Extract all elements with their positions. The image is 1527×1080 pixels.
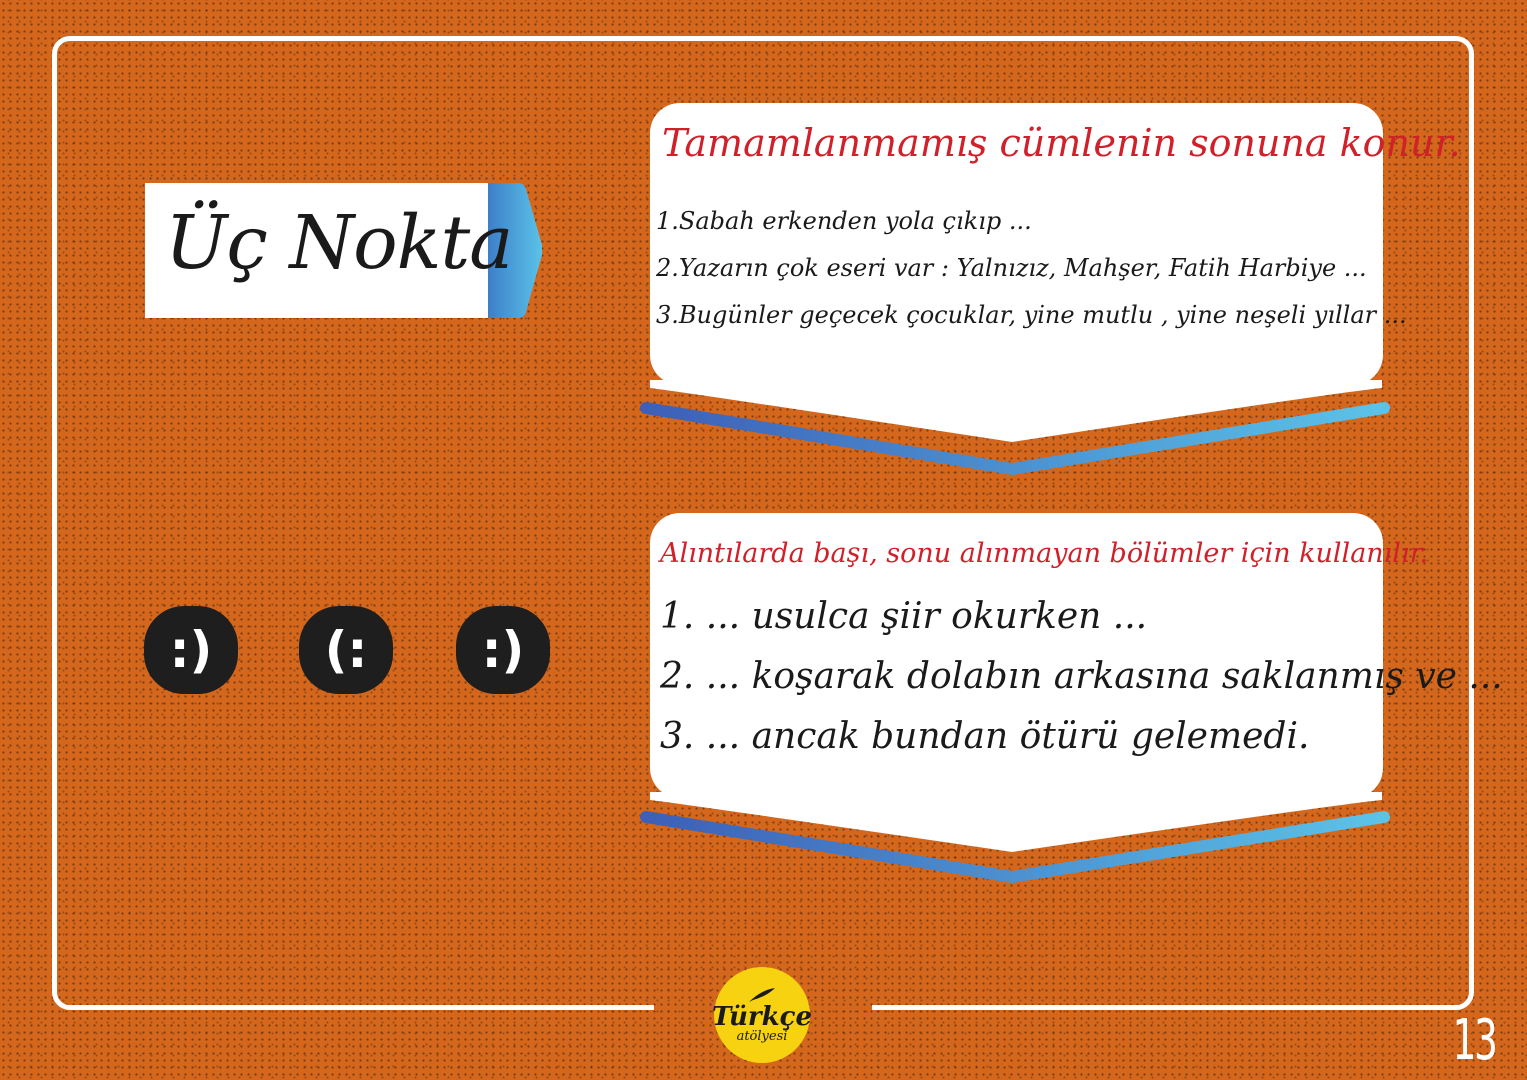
smiley-icon: :) — [456, 606, 550, 694]
logo-text: Türkçe — [712, 1002, 812, 1032]
turkce-atolyesi-logo — [714, 967, 810, 1063]
page-title: Üç Nokta — [165, 200, 513, 286]
card1-item: 1.Sabah erkenden yola çıkıp ... — [656, 207, 1032, 235]
card2-heading: Alıntılarda başı, sonu alınmayan bölümler için kullanılır. — [660, 538, 1429, 569]
page-number: 13 — [1452, 1008, 1497, 1073]
logo-subtext: atölyesi — [736, 1029, 788, 1044]
smiley-reverse-icon: (: — [299, 606, 393, 694]
card1-item: 3.Bugünler geçecek çocuklar, yine mutlu , yine neşeli yıllar ... — [656, 301, 1407, 329]
card2-item: 3. ... ancak bundan ötürü gelemedi. — [660, 716, 1310, 757]
card1-point — [640, 380, 1392, 445]
card2-point — [640, 792, 1392, 856]
card2-item: 2. ... koşarak dolabın arkasına saklanmış ve ... — [660, 656, 1503, 697]
smiley-icon: :) — [144, 606, 238, 694]
card1-heading: Tamamlanmamış cümlenin sonuna konur. — [662, 121, 1461, 165]
card2-item: 1. ... usulca şiir okurken ... — [660, 596, 1148, 637]
card1-item: 2.Yazarın çok eseri var : Yalnızız, Mahşer, Fatih Harbiye ... — [656, 254, 1367, 282]
